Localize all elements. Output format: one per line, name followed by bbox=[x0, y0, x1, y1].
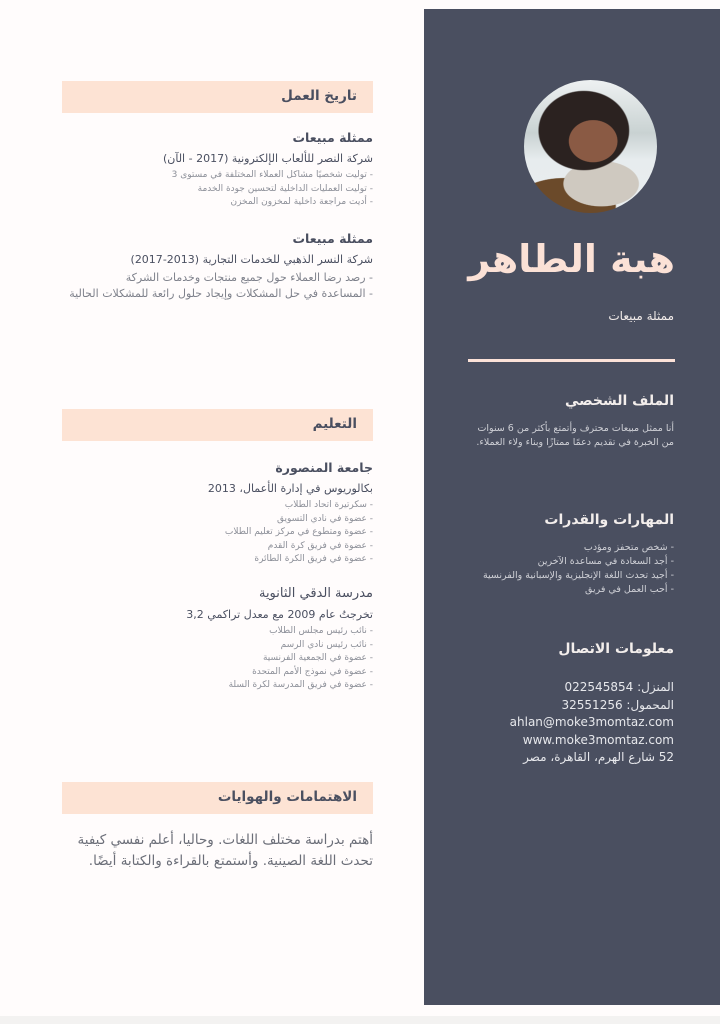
school-bullet: - نائب رئيس مجلس الطلاب bbox=[62, 625, 373, 639]
school-bullets bbox=[62, 499, 373, 567]
job-bullet: - رصد رضا العملاء حول جميع منتجات وخدمات الشركة bbox=[62, 270, 373, 286]
school-bullet: - عضوة في نادي التسويق bbox=[62, 513, 373, 527]
job-company: شركة النسر الذهبي للخدمات التجارية (2013-2017) bbox=[130, 253, 373, 266]
job-bullet: - المساعدة في حل المشكلات وإيجاد حلول رائعة للمشكلات الحالية bbox=[62, 286, 373, 302]
hobbies-section-header bbox=[62, 782, 373, 814]
school-bullet: - عضوة في فريق الكرة الطائرة bbox=[62, 553, 373, 567]
job-title: ممثلة مبيعات bbox=[292, 130, 373, 145]
school-bullet: - عضوة ومتطوع في مركز تعليم الطلاب bbox=[62, 526, 373, 540]
school-bullets bbox=[62, 625, 373, 693]
skill-item: - أجد السعادة في مساعدة الآخرين bbox=[537, 556, 674, 567]
profile-title: الملف الشخصي bbox=[564, 393, 674, 409]
work-section-title: تاريخ العمل bbox=[281, 88, 357, 104]
job-entry bbox=[62, 130, 373, 210]
school-bullet: - عضوة في فريق كرة القدم bbox=[62, 540, 373, 554]
job-entry bbox=[62, 231, 373, 302]
school-bullet: - عضوة في نموذج الأمم المتحدة bbox=[62, 666, 373, 680]
skill-item: - أحب العمل في فريق bbox=[585, 584, 674, 595]
school-name: مدرسة الدقي الثانوية bbox=[258, 586, 373, 601]
profile-text: أنا ممثل مبيعات محترف وأتمتع بأكثر من 6 سنوات من الخبرة في تقديم دعمًا ممتازًا وبناء ولاء العملاء. bbox=[476, 423, 674, 448]
contact-home: المنزل: 022545854 bbox=[564, 680, 674, 694]
school-bullet: - سكرتيرة اتحاد الطلاب bbox=[62, 499, 373, 513]
contact-website[interactable]: www.moke3momtaz.com bbox=[522, 732, 674, 747]
school-bullet: - عضوة في الجمعية الفرنسية bbox=[62, 652, 373, 666]
job-bullet: - توليت شخصيًا مشاكل العملاء المختلفة في مستوى 3 bbox=[62, 169, 373, 183]
skills-list bbox=[483, 541, 674, 597]
job-bullets bbox=[62, 169, 373, 210]
candidate-name: هبة الطاهر bbox=[468, 237, 675, 281]
contact-title: معلومات الاتصال bbox=[558, 641, 674, 657]
contact-info bbox=[510, 679, 674, 767]
contact-email[interactable]: ahlan@moke3momtaz.com bbox=[509, 715, 674, 729]
education-section-title: التعليم bbox=[312, 416, 357, 432]
school-degree: تخرجتُ عام 2009 مع معدل تراكمي 3,2 bbox=[186, 608, 373, 621]
profile-photo-icon bbox=[524, 80, 657, 213]
school-name: جامعة المنصورة bbox=[275, 460, 373, 475]
school-bullet: - عضوة في فريق المدرسة لكرة السلة bbox=[62, 679, 373, 693]
school-entry bbox=[62, 460, 373, 567]
skill-item: - شخص متحفز ومؤدب bbox=[583, 542, 674, 553]
skill-item: - أجيد تحدث اللغة الإنجليزية والإسبانية والفرنسية bbox=[482, 570, 674, 581]
job-bullet: - توليت العمليات الداخلية لتحسين جودة الخدمة bbox=[62, 183, 373, 197]
candidate-role: ممثلة مبيعات bbox=[608, 309, 674, 323]
school-degree: بكالوريوس في إدارة الأعمال، 2013 bbox=[207, 482, 373, 495]
education-section-header bbox=[62, 409, 373, 441]
job-title: ممثلة مبيعات bbox=[292, 231, 373, 246]
job-bullet: - أديت مراجعة داخلية لمخزون المخزن bbox=[62, 196, 373, 210]
hobbies-section-title: الاهتمامات والهوايات bbox=[217, 789, 357, 805]
hobbies-text: أهتم بدراسة مختلف اللغات. وحاليا، أعلم نفسي كيفية تحدث اللغة الصينية. وأستمتع بالقراءة والكتابة أيضًا. bbox=[77, 832, 373, 869]
job-company: شركة النصر للألعاب الإلكترونية (2017 - الآن) bbox=[162, 152, 373, 165]
contact-mobile: المحمول: 32551256 bbox=[561, 697, 674, 712]
contact-address: 52 شارع الهرم، القاهرة، مصر bbox=[523, 750, 674, 764]
work-section-header bbox=[62, 81, 373, 113]
page-bottom-edge bbox=[0, 1016, 720, 1024]
job-bullets bbox=[62, 270, 373, 302]
divider bbox=[468, 359, 675, 362]
skills-title: المهارات والقدرات bbox=[544, 512, 674, 528]
school-bullet: - نائب رئيس نادي الرسم bbox=[62, 639, 373, 653]
school-entry bbox=[62, 586, 373, 693]
sidebar bbox=[424, 9, 720, 1005]
